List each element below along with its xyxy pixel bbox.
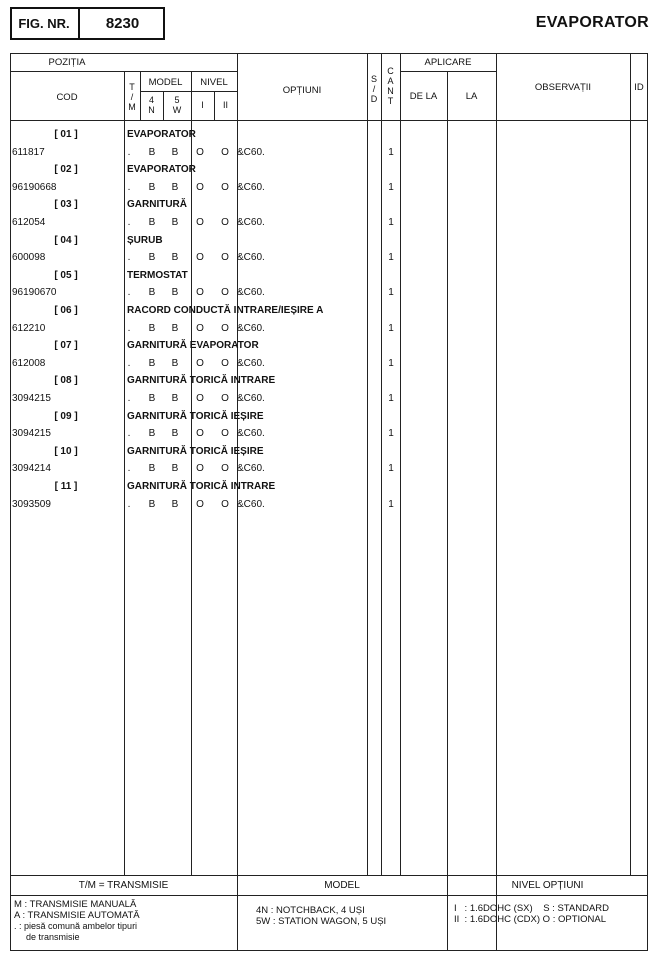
part-n2-cell: O [221,463,229,475]
part-m4-cell: B [148,357,156,369]
part-tm-cell: . [127,217,131,228]
part-detail-row [10,144,640,161]
part-m5-cell: B [171,322,179,334]
part-tm-cell: . [127,357,131,369]
part-qty-cell: 1 [388,463,394,475]
legend-nivel [454,903,646,925]
legend-tm-line: de transmisie [26,932,80,942]
part-tm-cell: . [127,393,131,404]
part-m5-cell: B [171,146,179,158]
part-qty-cell: 1 [388,181,394,193]
part-m5-cell: B [171,463,179,475]
part-qty-cell: 1 [388,498,394,510]
position-number: [ 11 ] [54,481,78,492]
part-m4-cell: B [148,287,156,299]
position-number: [ 03 ] [54,199,78,211]
position-number: [ 10 ] [54,445,78,457]
header-tm: T / M [128,82,136,112]
figure-label: FIG. NR. [10,7,80,40]
part-tm-cell: . [127,463,131,475]
part-detail-row [10,390,640,407]
header-optiuni: OPȚIUNI [282,85,322,96]
part-m4-cell: B [148,428,156,440]
figure-number: 8230 [105,15,140,32]
part-description: GARNITURĂ EVAPORATOR [127,340,259,352]
part-description: RACORD CONDUCTĂ INTRARE/IEȘIRE A [127,305,324,316]
part-n2-cell: O [221,322,229,334]
part-code-cell: 3094214 [12,463,51,475]
header-cod: COD [56,92,78,103]
part-m4-cell: B [148,393,156,404]
part-qty-cell: 1 [388,322,394,334]
part-m4-cell: B [148,146,156,158]
header-observatii: OBSERVAȚII [534,82,592,93]
part-detail-row [10,179,640,196]
part-detail-row [10,496,640,513]
header-model: MODEL [148,77,183,88]
part-code-cell: 611817 [12,146,45,158]
part-n2-cell: O [221,217,229,228]
part-n2-cell: O [221,146,229,158]
legend-divider [447,875,448,951]
legend-nivel-line: I : 1.6DOHC (SX) S : STANDARD [454,903,610,914]
part-tm-cell: . [127,287,131,299]
part-n2-cell: O [221,287,229,299]
part-opt-cell: &C60. [237,357,265,369]
part-n1-cell: O [196,463,204,475]
part-title-row [10,161,640,178]
part-m5-cell: B [171,498,179,510]
part-code-cell: 3094215 [12,428,51,440]
part-detail-row [10,320,640,337]
part-description: EVAPORATOR [127,129,196,140]
legend-model [256,905,444,927]
part-title-row [10,126,640,143]
part-m5-cell: B [171,357,179,369]
legend-tm-line: . : piesă comună ambelor tipuri [14,921,138,931]
header-de-la: DE LA [409,91,438,102]
part-title-row [10,443,640,460]
part-title-row [10,196,640,213]
part-description: GARNITURĂ TORICĂ INTRARE [127,481,276,492]
part-m4-cell: B [148,498,156,510]
part-m5-cell: B [171,428,179,440]
part-n2-cell: O [221,393,229,404]
header-model-5w: 5 W [172,95,182,115]
header-bottom-line [10,120,648,121]
part-n2-cell: O [221,428,229,440]
position-number: [ 06 ] [54,305,78,316]
legend-model-title: MODEL [324,880,360,891]
part-m5-cell: B [171,252,179,264]
part-n1-cell: O [196,252,204,264]
part-n2-cell: O [221,181,229,193]
part-opt-cell: &C60. [237,498,265,510]
part-tm-cell: . [127,146,131,158]
legend-tm-line: A : TRANSMISIE AUTOMATĂ [14,910,140,921]
header-aplicare: APLICARE [424,57,472,68]
part-qty-cell: 1 [388,217,394,228]
legend-model-line: 4N : NOTCHBACK, 4 UȘI [256,905,365,916]
position-number: [ 05 ] [54,269,78,281]
part-qty-cell: 1 [388,393,394,404]
part-detail-row [10,460,640,477]
part-title-row [10,337,640,354]
part-description: EVAPORATOR [127,164,196,176]
part-n2-cell: O [221,357,229,369]
part-m5-cell: B [171,393,179,404]
part-opt-cell: &C60. [237,217,265,228]
part-n1-cell: O [196,217,204,228]
header-line-model-nivel [140,91,237,92]
part-code-cell: 612210 [12,322,46,334]
part-title-row [10,478,640,495]
part-m4-cell: B [148,181,156,193]
part-detail-row [10,249,640,266]
part-opt-cell: &C60. [237,252,265,264]
part-opt-cell: &C60. [237,393,265,404]
part-m5-cell: B [171,287,179,299]
position-number: [ 09 ] [54,410,78,422]
position-number: [ 04 ] [54,234,78,246]
legend-title-line [10,895,648,896]
part-title-row [10,302,640,319]
part-code-cell: 612054 [12,217,46,228]
part-code-cell: 3093509 [12,498,51,510]
part-title-row [10,372,640,389]
position-number: [ 07 ] [54,340,78,352]
part-tm-cell: . [127,428,131,440]
header-nivel: NIVEL [200,77,228,88]
legend-top-line [10,875,648,876]
part-detail-row [10,214,640,231]
header-nivel-1: I [201,100,204,110]
part-detail-row [10,284,640,301]
part-code-cell: 96190670 [12,287,57,299]
part-qty-cell: 1 [388,287,394,299]
header-cant: C A N T [387,66,394,106]
part-tm-cell: . [127,498,131,510]
part-n2-cell: O [221,252,229,264]
part-description: GARNITURĂ TORICĂ INTRARE [127,375,276,387]
part-m4-cell: B [148,322,156,334]
part-m4-cell: B [148,252,156,264]
legend-nivel-title: NIVEL OPȚIUNI [511,880,584,891]
part-description: GARNITURĂ [127,199,187,211]
page-title: EVAPORATOR [535,14,649,31]
part-opt-cell: &C60. [237,428,265,440]
part-title-row [10,232,640,249]
part-description: GARNITURĂ TORICĂ IEȘIRE [127,410,264,422]
part-title-row [10,408,640,425]
part-n1-cell: O [196,181,204,193]
part-m4-cell: B [148,217,156,228]
header-id: ID [634,82,644,93]
part-tm-cell: . [127,252,131,264]
part-qty-cell: 1 [388,252,394,264]
part-opt-cell: &C60. [237,463,265,475]
header-la: LA [465,91,478,102]
part-title-row [10,267,640,284]
part-description: GARNITURĂ TORICĂ IEȘIRE [127,445,264,457]
legend-model-line: 5W : STATION WAGON, 5 UȘI [256,916,387,927]
part-code-cell: 600098 [12,252,46,264]
part-n1-cell: O [196,357,204,369]
part-n2-cell: O [221,498,229,510]
part-opt-cell: &C60. [237,322,265,334]
part-description: TERMOSTAT [127,269,188,281]
header-nivel-2: II [222,100,228,110]
legend-tm [14,899,234,943]
part-opt-cell: &C60. [237,181,265,193]
part-n1-cell: O [196,146,204,158]
part-m5-cell: B [171,217,179,228]
part-qty-cell: 1 [388,146,394,158]
header-line-aplicare [400,71,496,72]
part-n1-cell: O [196,393,204,404]
position-number: [ 01 ] [54,129,78,140]
part-qty-cell: 1 [388,428,394,440]
part-m4-cell: B [148,463,156,475]
part-code-cell: 96190668 [12,181,57,193]
part-tm-cell: . [127,181,131,193]
header-model-4n: 4 N [148,95,155,115]
header-sd: S / D [370,74,378,104]
position-number: [ 02 ] [54,164,78,176]
legend-tm-line: M : TRANSMISIE MANUALĂ [14,899,137,910]
legend-nivel-line: II : 1.6DOHC (CDX) O : OPTIONAL [454,914,607,925]
part-code-cell: 612008 [12,357,46,369]
part-description: ȘURUB [127,234,163,246]
part-m5-cell: B [171,181,179,193]
part-n1-cell: O [196,498,204,510]
part-detail-row [10,355,640,372]
part-opt-cell: &C60. [237,287,265,299]
header-pozitia: POZIȚIA [48,57,86,68]
part-n1-cell: O [196,428,204,440]
part-tm-cell: . [127,322,131,334]
part-qty-cell: 1 [388,357,394,369]
part-n1-cell: O [196,322,204,334]
part-code-cell: 3094215 [12,393,51,404]
part-detail-row [10,425,640,442]
part-n1-cell: O [196,287,204,299]
legend-tm-title: T/M = TRANSMISIE [78,880,169,891]
part-opt-cell: &C60. [237,146,265,158]
position-number: [ 08 ] [54,375,78,387]
